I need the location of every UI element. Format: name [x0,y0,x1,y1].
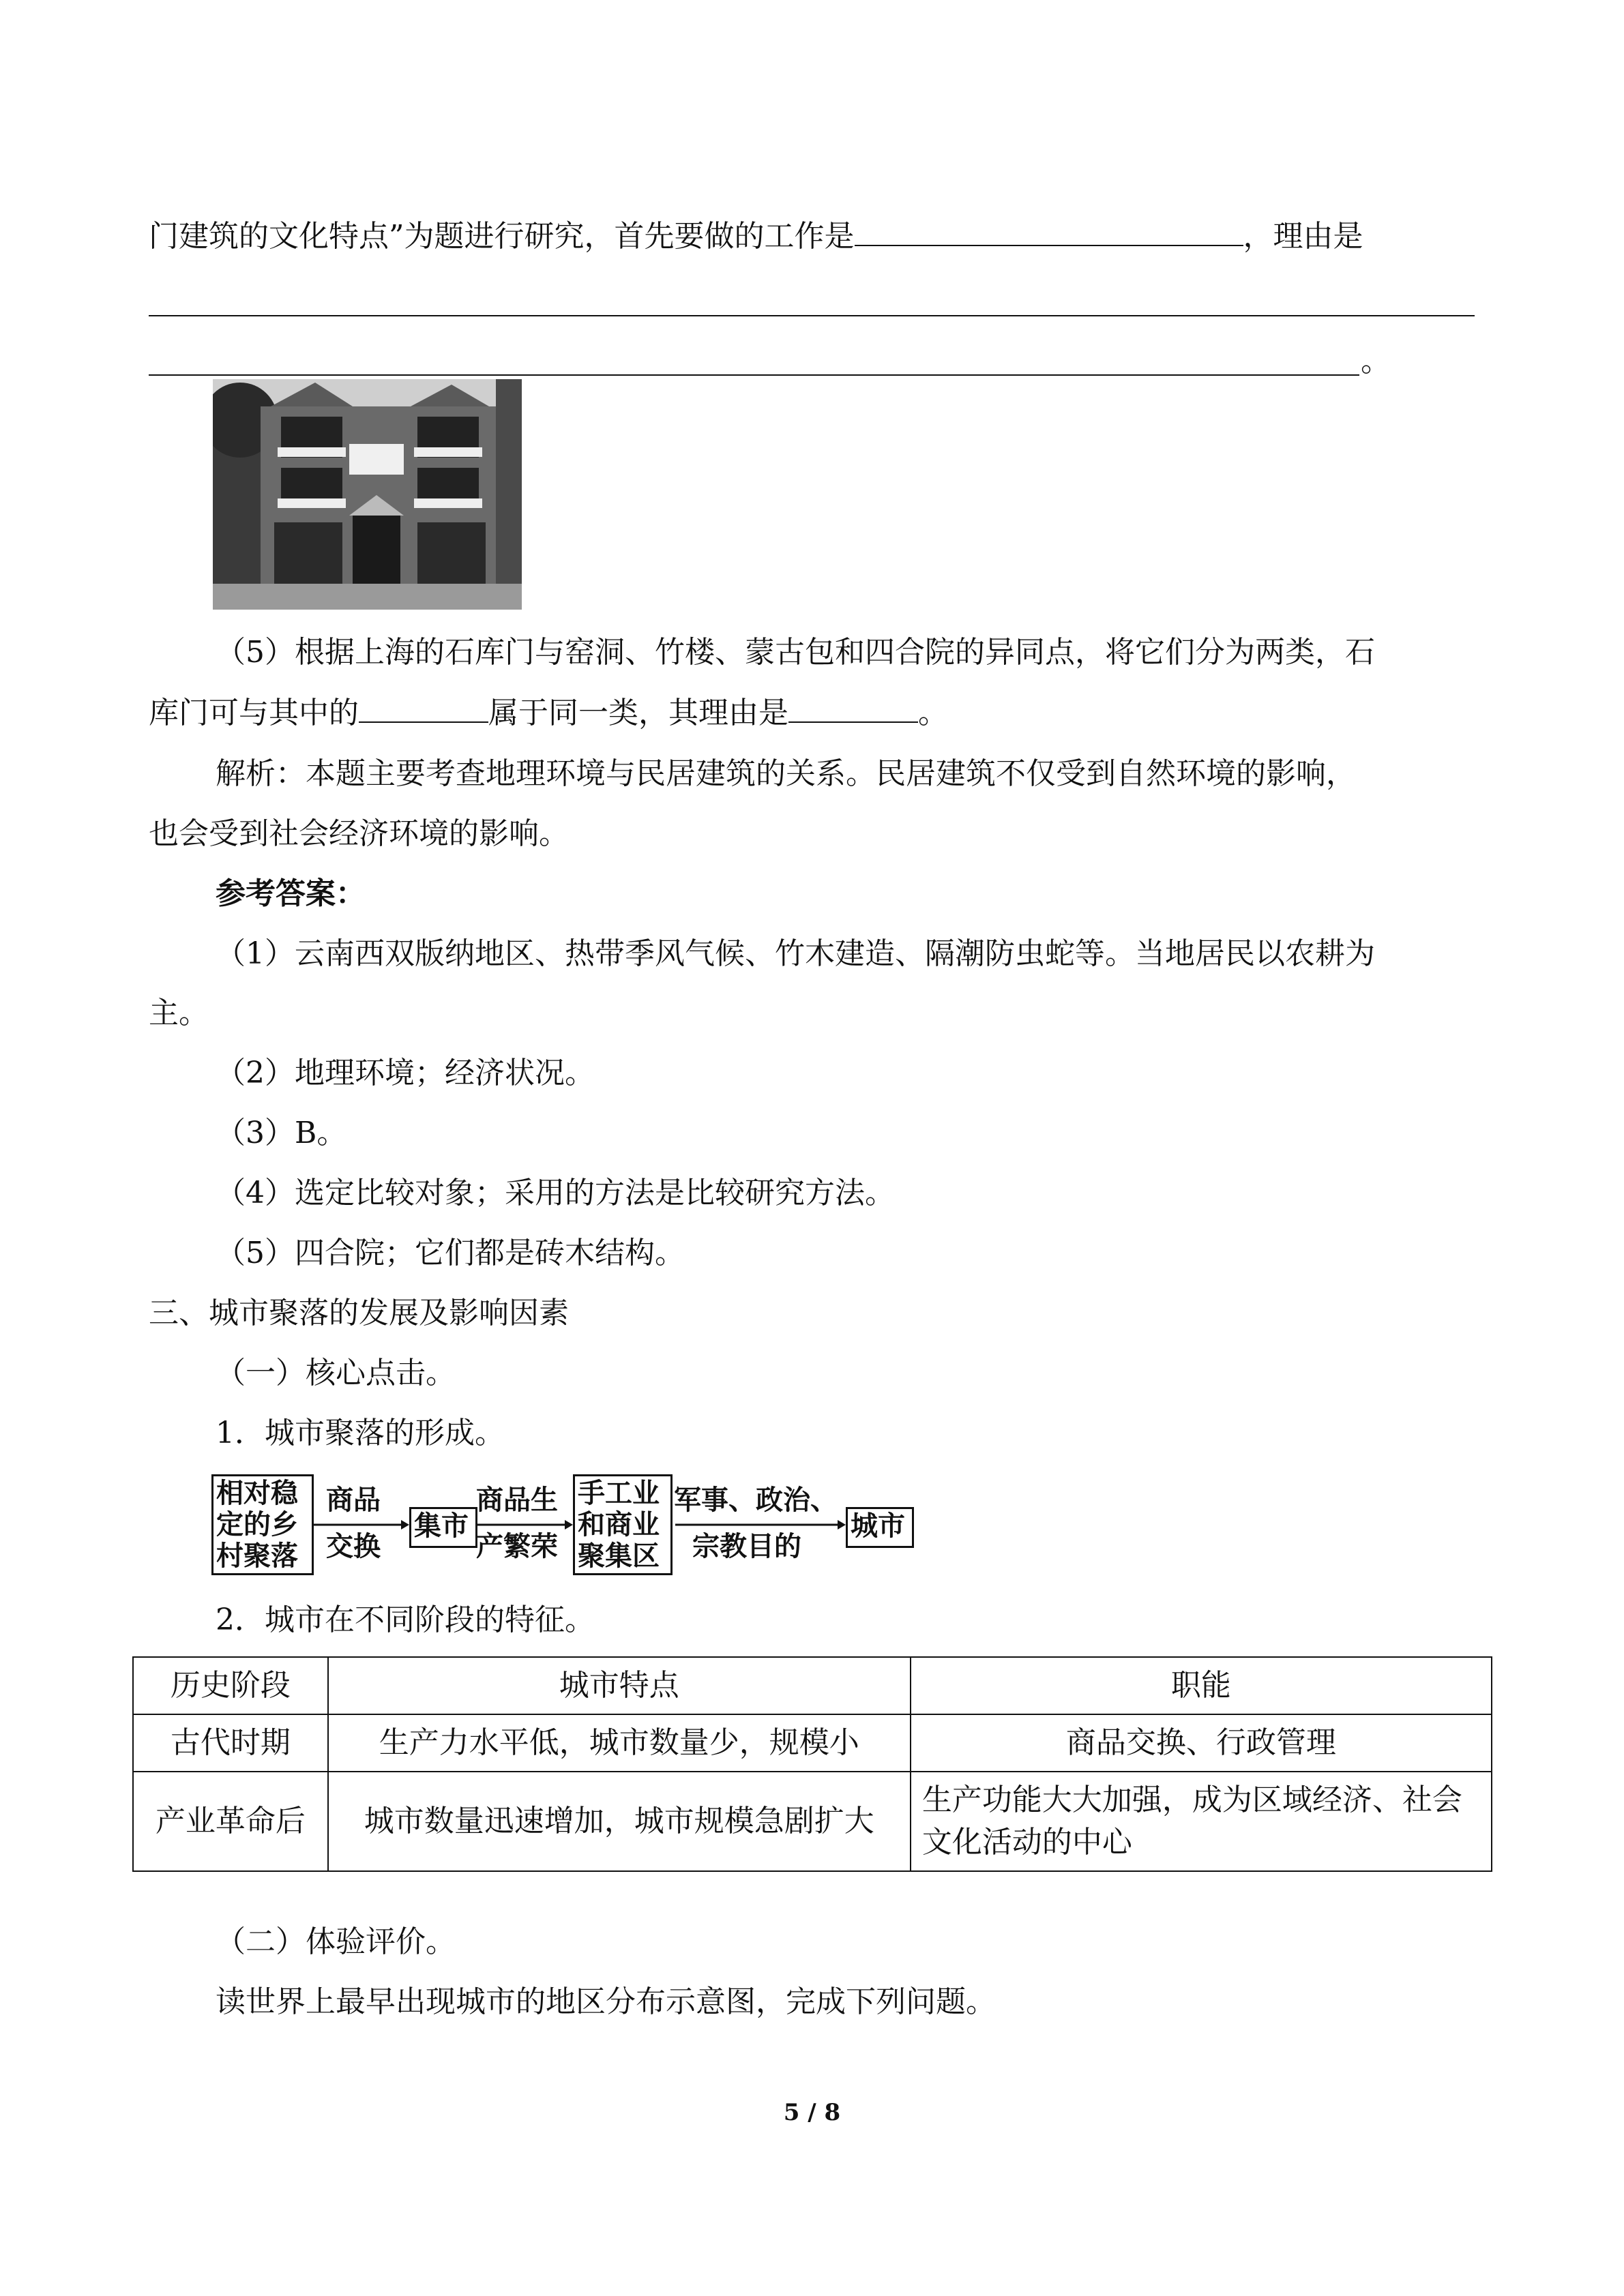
question-5-part-2: 属于同一类，其理由是 [488,696,788,730]
flow-box-market: 集市 [409,1507,477,1548]
table-header-cell: 城市特点 [328,1657,911,1714]
question-5-line-2 [149,691,948,734]
answer-heading: 参考答案： [216,876,366,911]
table-row [133,1772,1492,1871]
answer-line [149,374,1359,376]
question-5-part-3: 。 [918,696,948,730]
answer-4: （4）选定比较对象；采用的方法是比较研究方法。 [216,1176,895,1210]
answer-3: （3）B。 [216,1116,347,1150]
question-4-lead: 门建筑的文化特点”为题进行研究，首先要做的工作是 [149,219,855,254]
table-header-row [133,1657,1492,1714]
table-cell: 生产功能大大加强，成为区域经济、社会文化活动的中心 [911,1772,1492,1871]
flow-arrow [675,1518,846,1532]
exercise-prompt: 读世界上最早出现城市的地区分布示意图，完成下列问题。 [216,1984,996,2019]
flow-box-text: 聚集区 [578,1540,660,1572]
flow-box-commerce-area [573,1474,673,1575]
flow-box-text: 定的乡 [216,1509,298,1540]
flow-arrow-label-top: 商品生 [476,1485,558,1516]
answer-line-period: 。 [1361,344,1391,378]
analysis-line-2: 也会受到社会经济环境的影响。 [149,816,569,851]
flow-box-city: 城市 [846,1507,914,1548]
answer-1-line-1: （1）云南西双版纳地区、热带季风气候、竹木建造、隔潮防虫蛇等。当地居民以农耕为 [216,936,1375,971]
flow-box-rural-settlement [211,1474,314,1575]
flow-box-text: 相对稳 [216,1478,298,1509]
flow-box-text: 和商业 [578,1509,660,1540]
table-cell: 商品交换、行政管理 [911,1714,1492,1772]
question-4-reason: ，理由是 [1243,219,1363,254]
subsection-heading: （一）核心点击。 [216,1356,456,1390]
flow-arrow [314,1518,409,1532]
item-heading: 2．城市在不同阶段的特征。 [216,1602,595,1637]
table-header-cell: 历史阶段 [133,1657,328,1714]
answer-blank [788,691,918,723]
flow-arrow-label-top: 商品 [326,1485,381,1516]
answer-5: （5）四合院；它们都是砖木结构。 [216,1236,685,1270]
table-row [133,1714,1492,1772]
answer-blank [855,215,1243,246]
subsection-heading: （二）体验评价。 [216,1924,456,1959]
flow-box-text: 手工业 [578,1478,660,1509]
page-number: 5 / 8 [783,2099,841,2126]
question-5-line-1: （5）根据上海的石库门与窑洞、竹楼、蒙古包和四合院的异同点，将它们分为两类，石 [216,635,1375,670]
answer-blank [359,691,488,723]
flow-box-text: 村聚落 [216,1540,298,1572]
table-cell: 古代时期 [133,1714,328,1772]
flow-arrow-label-bottom: 宗教目的 [692,1531,801,1562]
city-stage-table [132,1656,1492,1872]
section-heading: 三、城市聚落的发展及影响因素 [149,1296,569,1330]
answer-1-line-2: 主。 [149,996,209,1030]
flow-arrow-label-top: 军事、政治、 [674,1485,838,1516]
flow-arrow [477,1518,573,1532]
flow-arrow-label-bottom: 产繁荣 [476,1531,558,1562]
shikumen-building-photo [213,379,522,610]
item-heading: 1．城市聚落的形成。 [216,1416,505,1450]
table-cell: 生产力水平低，城市数量少，规模小 [328,1714,911,1772]
answer-2: （2）地理环境；经济状况。 [216,1056,595,1090]
table-cell: 产业革命后 [133,1772,328,1871]
question-5-part-1: 库门可与其中的 [149,696,359,730]
question-4-text [149,215,1363,257]
table-cell: 城市数量迅速增加，城市规模急剧扩大 [328,1772,911,1871]
analysis-line-1: 解析：本题主要考查地理环境与民居建筑的关系。民居建筑不仅受到自然环境的影响， [216,756,1356,791]
table-header-cell: 职能 [911,1657,1492,1714]
flow-arrow-label-bottom: 交换 [326,1531,381,1562]
answer-line [149,315,1475,316]
